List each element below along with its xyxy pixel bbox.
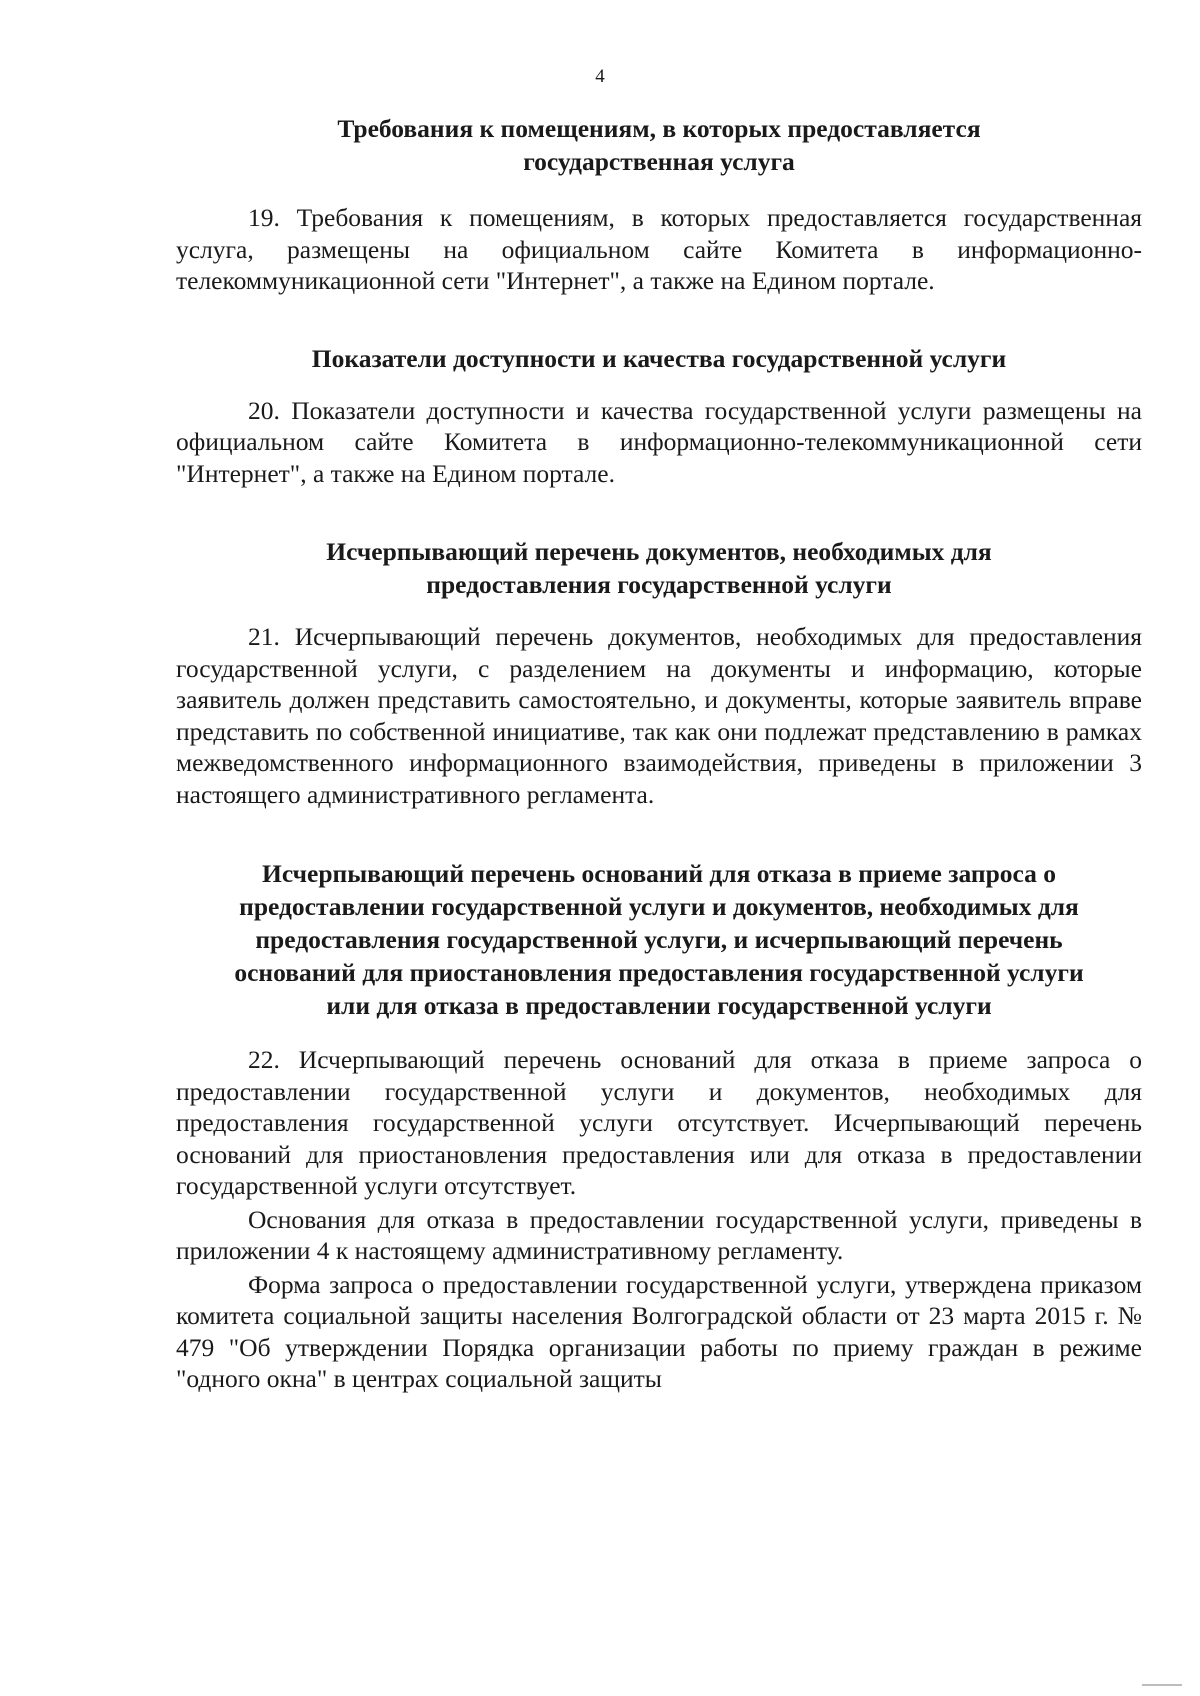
paragraph-22: 22. Исчерпывающий перечень оснований для отказа в приеме запроса о предоставлении государственной услуги и документов, необходимых для предоставления государственной услуги отсутствует. Исчерпывающий перечень оснований для приостановления предоставления или для отказа в предоставлении государственной услуги отсутствует. (176, 1045, 1142, 1200)
document-body (176, 112, 1142, 1395)
section-heading-premises-requirements: Требования к помещениям, в которых предоставляется государственная услуга (337, 114, 981, 176)
paragraph-20: 20. Показатели доступности и качества государственной услуги размещены на официальном сайте Комитета в информационно-телекоммуникационной сети "Интернет", а также на Едином портале. (176, 395, 1142, 488)
paragraph-19: 19. Требования к помещениям, в которых предоставляется государственная услуга, размещены на официальном сайте Комитета в информационно-телекоммуникационной сети "Интернет", а также на Едином портале. (176, 203, 1142, 295)
paragraph-21: 21. Исчерпывающий перечень документов, необходимых для предоставления государственной услуги, с разделением на документы и информацию, которые заявитель должен представить самостоятельно, и документы, которые заявитель вправе представить по собственной инициативе, так как они подлежат представлению в рамках межведомственного информационного взаимодействия, приведены в приложении 3 настоящего административного регламента. (176, 622, 1142, 809)
scan-artifact-line (1142, 1684, 1182, 1686)
section-heading-availability-quality: Показатели доступности и качества государственной услуги (311, 343, 1007, 373)
section-heading-refusal-grounds: Исчерпывающий перечень оснований для отказа в приеме запроса о предоставлении государственной услуги и документов, необходимых для предоставления государственной услуги, и исчерпывающий перечень оснований для приостановления предоставления государственной услуги или для отказа в предоставлении государственной услуги (234, 859, 1084, 1020)
paragraph-refusal-appendix: Основания для отказа в предоставлении государственной услуги, приведены в приложении 4 к настоящему административному регламенту. (176, 1204, 1142, 1265)
section-heading-documents-list: Исчерпывающий перечень документов, необходимых для предоставления государственной услуги (326, 537, 992, 599)
paragraph-request-form: Форма запроса о предоставлении государственной услуги, утверждена приказом комитета социальной защиты населения Волгоградской области от 23 марта 2015 г. № 479 "Об утверждении Порядка организации работы по приему граждан в режиме "одного окна" в центрах социальной защиты (176, 1269, 1142, 1393)
page-number: 4 (595, 66, 605, 87)
